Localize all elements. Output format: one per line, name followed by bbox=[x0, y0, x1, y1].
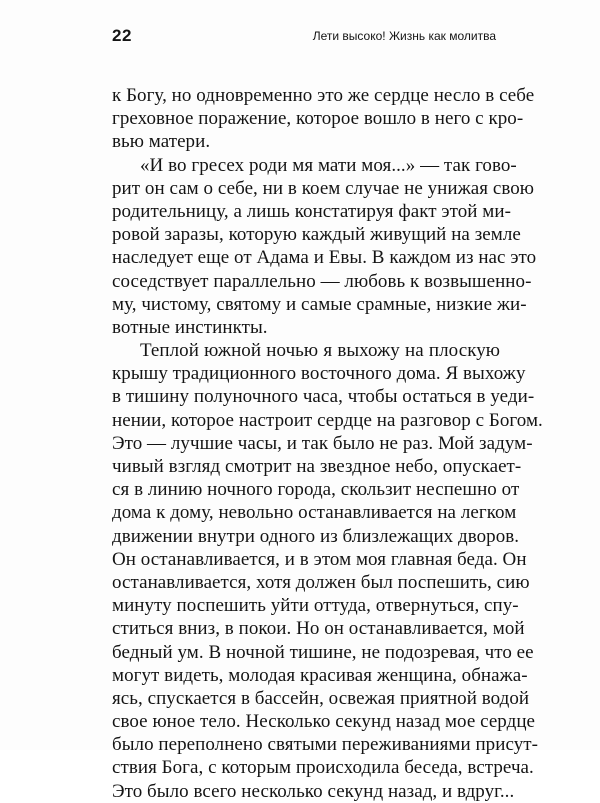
text-line: вью матери. bbox=[112, 131, 211, 153]
text-line: могут видеть, молодая красивая женщина, обнажа- bbox=[112, 664, 528, 686]
text-line: ся в линию ночного города, скользит неспешно от bbox=[112, 479, 520, 501]
text-line: наследует еще от Адама и Евы. В каждом из нас это bbox=[112, 247, 537, 269]
text-line: Это — лучшие часы, и так было не раз. Мой задум- bbox=[112, 432, 533, 454]
text-line: к Богу, но одновременно это же сердце несло в себе bbox=[112, 85, 535, 106]
text-line: ститься вниз, в покои. Но он останавливается, мой bbox=[112, 618, 525, 640]
text-line: бедный ум. В ночной тишине, не подозревая, что ее bbox=[112, 641, 534, 663]
text-line: Это было всего несколько секунд назад, и вдруг... bbox=[112, 780, 515, 802]
text-line: соседствует параллельно — любовь к возвышенно- bbox=[112, 270, 532, 292]
text-line: минуту поспешить уйти оттуда, отвернуться, спу- bbox=[112, 595, 519, 617]
page-number: 22 bbox=[112, 26, 132, 45]
text-line: движении внутри одного из близлежащих дворов. bbox=[112, 525, 520, 547]
text-line: было переполнено святыми переживаниями присут- bbox=[112, 734, 538, 756]
text-line: Теплой южной ночью я выхожу на плоскую bbox=[140, 340, 500, 362]
text-line: ясь, спускается в бассейн, освежая приятной водой bbox=[112, 687, 530, 709]
text-line: ствия Бога, с которым происходила беседа, встреча. bbox=[112, 757, 534, 779]
text-line: дома к дому, невольно останавливается на легком bbox=[112, 502, 517, 524]
text-line: рит он сам о себе, ни в коем случае не унижая свою bbox=[112, 177, 535, 199]
text-line: свое юное тело. Несколько секунд назад мое сердце bbox=[112, 711, 536, 733]
text-line: греховное поражение, которое вошло в него с кро- bbox=[112, 108, 524, 130]
text-line: в тишину полуночного часа, чтобы остаться в уеди- bbox=[112, 386, 535, 408]
text-line: вотные инстинкты. bbox=[112, 316, 268, 338]
text-line: ровой заразы, которую каждый живущий на земле bbox=[112, 224, 521, 246]
text-line: му, чистому, святому и самые срамные, низкие жи- bbox=[112, 293, 527, 315]
running-title: Лети высоко! Жизнь как молитва bbox=[312, 29, 496, 43]
text-line: Он останавливается, и в этом моя главная беда. Он bbox=[112, 548, 527, 570]
text-line: крышу традиционного восточного дома. Я выхожу bbox=[112, 363, 526, 385]
text-line: останавливается, хотя должен был поспешить, сию bbox=[112, 571, 530, 593]
text-line: нении, которое настроит сердце на разговор с Богом. bbox=[112, 409, 543, 431]
page-header bbox=[112, 26, 496, 48]
body-text bbox=[112, 84, 543, 803]
text-line: родительницу, а лишь констатируя факт этой ми- bbox=[112, 200, 511, 222]
text-line: «И во гресех роди мя мати моя...» — так гово- bbox=[140, 154, 517, 176]
text-line: чивый взгляд смотрит на звездное небо, опускает- bbox=[112, 456, 522, 477]
